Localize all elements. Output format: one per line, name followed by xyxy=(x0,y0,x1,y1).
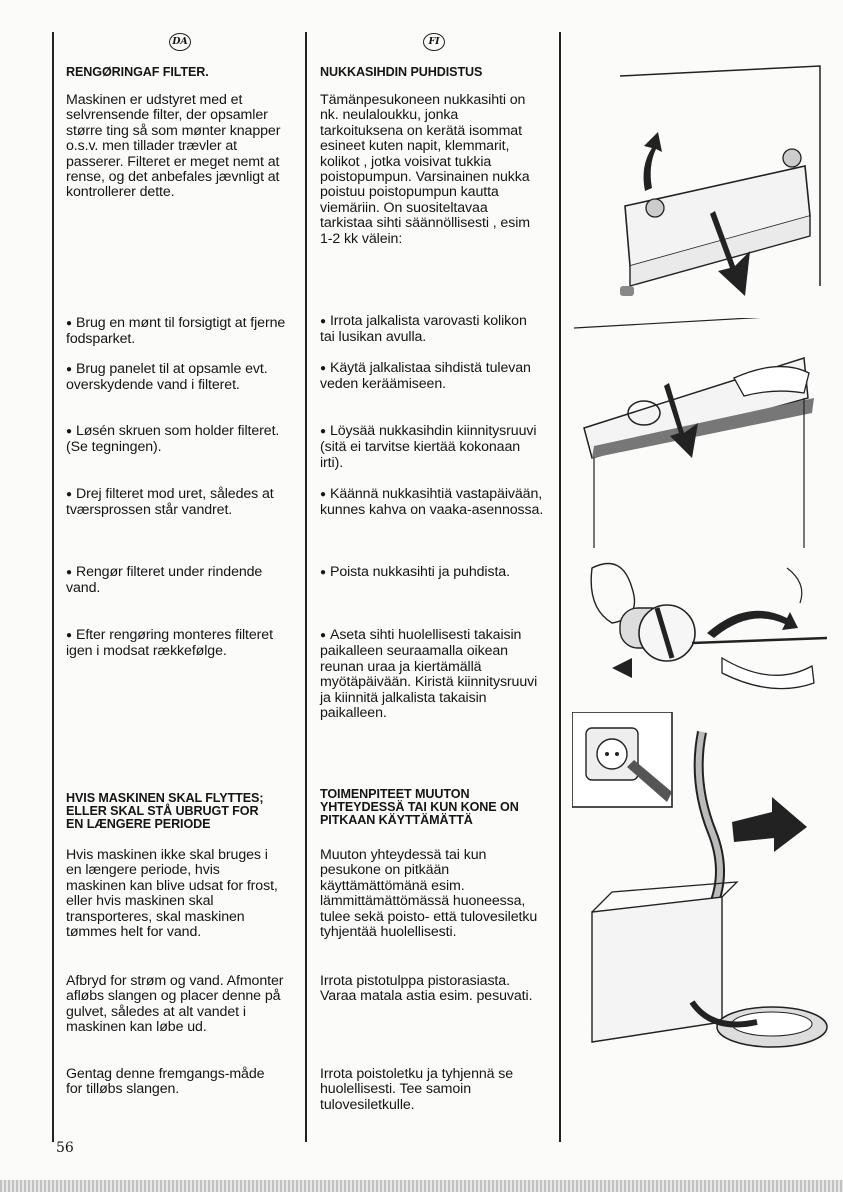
danish-step-3: ● Løsén skruen som holder filteret. (Se tegningen). xyxy=(66,424,291,456)
unplug-and-drain-illustration xyxy=(572,712,837,1067)
finnish-step-1: ● Irrota jalkalista varovasti kolikon tai lusikan avulla. xyxy=(320,314,545,346)
column-rule-left xyxy=(52,32,54,1142)
page-number: 56 xyxy=(56,1140,74,1156)
danish-moving-paragraph-2: Afbryd for strøm og vand. Afmonter afløbs slangen og placer denne på gulvet, således at alt vandet i maskinen kan løbe ud. xyxy=(66,973,284,1036)
finnish-step-5: ● Poista nukkasihti ja puhdista. xyxy=(320,565,545,581)
filter-access-illustration xyxy=(574,318,839,548)
finnish-filter-heading: NUKKASIHDIN PUHDISTUS xyxy=(320,65,483,79)
finnish-moving-paragraph-1: Muuton yhteydessä tai kun pesukone on pitkään käyttämättömänä esim. lämmittämättömässä huoneessa, tulee sekä poisto- että tulovesiletku tyhjentää huolellisesti. xyxy=(320,847,538,941)
danish-moving-paragraph-3: Gentag denne fremgangs-måde for tilløbs slangen. xyxy=(66,1066,265,1098)
finnish-step-2: ● Käytä jalkalistaa sihdistä tulevan veden keräämiseen. xyxy=(320,361,545,393)
danish-step-4: ● Drej filteret mod uret, således at tværsprossen står vandret. xyxy=(66,487,291,519)
danish-step-2: ● Brug panelet til at opsamle evt. overskydende vand i filteret. xyxy=(66,362,291,394)
danish-moving-heading: HVIS MASKINEN SKAL FLYTTES; ELLER SKAL STÅ UBRUGT FOR EN LÆNGERE PERIODE xyxy=(66,791,264,832)
finnish-intro-paragraph: Tämänpesukoneen nukkasihti on nk. neulaloukku, jonka tarkoituksena on kerätä isommat esineet kuten napit, klemmarit, kolikot , jotka voisivat tukkia poistopumpun. Varsinainen nukka poistuu poistopumpun kautta viemäriin. On suositeltavaa tarkistaa sihti säännöllisesti , esim 1-2 kk välein: xyxy=(320,92,530,247)
danish-column xyxy=(66,0,296,1160)
finnish-moving-paragraph-3: Irrota poistoletku ja tyhjennä se huolellisesti. Tee samoin tulovesiletkulle. xyxy=(320,1066,514,1113)
filter-cleaning-illustration xyxy=(572,548,837,713)
column-rule-right xyxy=(559,32,561,1142)
column-rule-middle xyxy=(305,32,307,1142)
finnish-step-3: ● Löysää nukkasihdin kiinnitysruuvi (sitä ei tarvitse kiertää kokonaan irti). xyxy=(320,424,545,471)
danish-step-5: ● Rengør filteret under rindende vand. xyxy=(66,565,291,597)
finnish-moving-paragraph-2: Irrota pistotulppa pistorasiasta. Varaa matala astia esim. pesuvati. xyxy=(320,973,533,1005)
finnish-step-6: ● Aseta sihti huolellisesti takaisin paikalleen seuraamalla oikean reunan uraa ja kiertämällä myötäpäivään. Kiristä kiinnitysruuvi ja kiinnitä jalkalista takaisin paikalleen. xyxy=(320,628,545,721)
danish-step-6: ● Efter rengøring monteres filteret igen i modsat rækkefølge. xyxy=(66,628,291,660)
danish-intro-paragraph: Maskinen er udstyret med et selvrensende filter, der opsamler større ting så som mønter knapper o.s.v. men tillader trævler at passerer. Filteret er meget nemt at rense, og det anbefales jævnligt at kontrollerer dette. xyxy=(66,92,281,201)
scan-edge-strip xyxy=(0,1180,843,1192)
danish-language-badge: DA xyxy=(169,33,191,51)
danish-step-1: ● Brug en mønt til forsigtigt at fjerne fodsparket. xyxy=(66,316,291,348)
danish-moving-paragraph-1: Hvis maskinen ikke skal bruges i en længere periode, hvis maskinen kan blive udsat for frost, eller hvis maskinen skal transporteres, skal maskinen tømmes helt for vand. xyxy=(66,847,278,941)
finnish-column xyxy=(320,0,550,1160)
finnish-language-badge: FI xyxy=(423,33,445,51)
finnish-moving-heading: TOIMENPITEET MUUTON YHTEYDESSÄ TAI KUN KONE ON PITKAAN KÄYTTÄMÄTTÄ xyxy=(320,787,519,828)
washer-plinth-removal-illustration xyxy=(570,36,835,316)
danish-filter-heading: RENGØRINGAF FILTER. xyxy=(66,65,209,79)
finnish-step-4: ● Käännä nukkasihtiä vastapäivään, kunnes kahva on vaaka-asennossa. xyxy=(320,487,545,519)
